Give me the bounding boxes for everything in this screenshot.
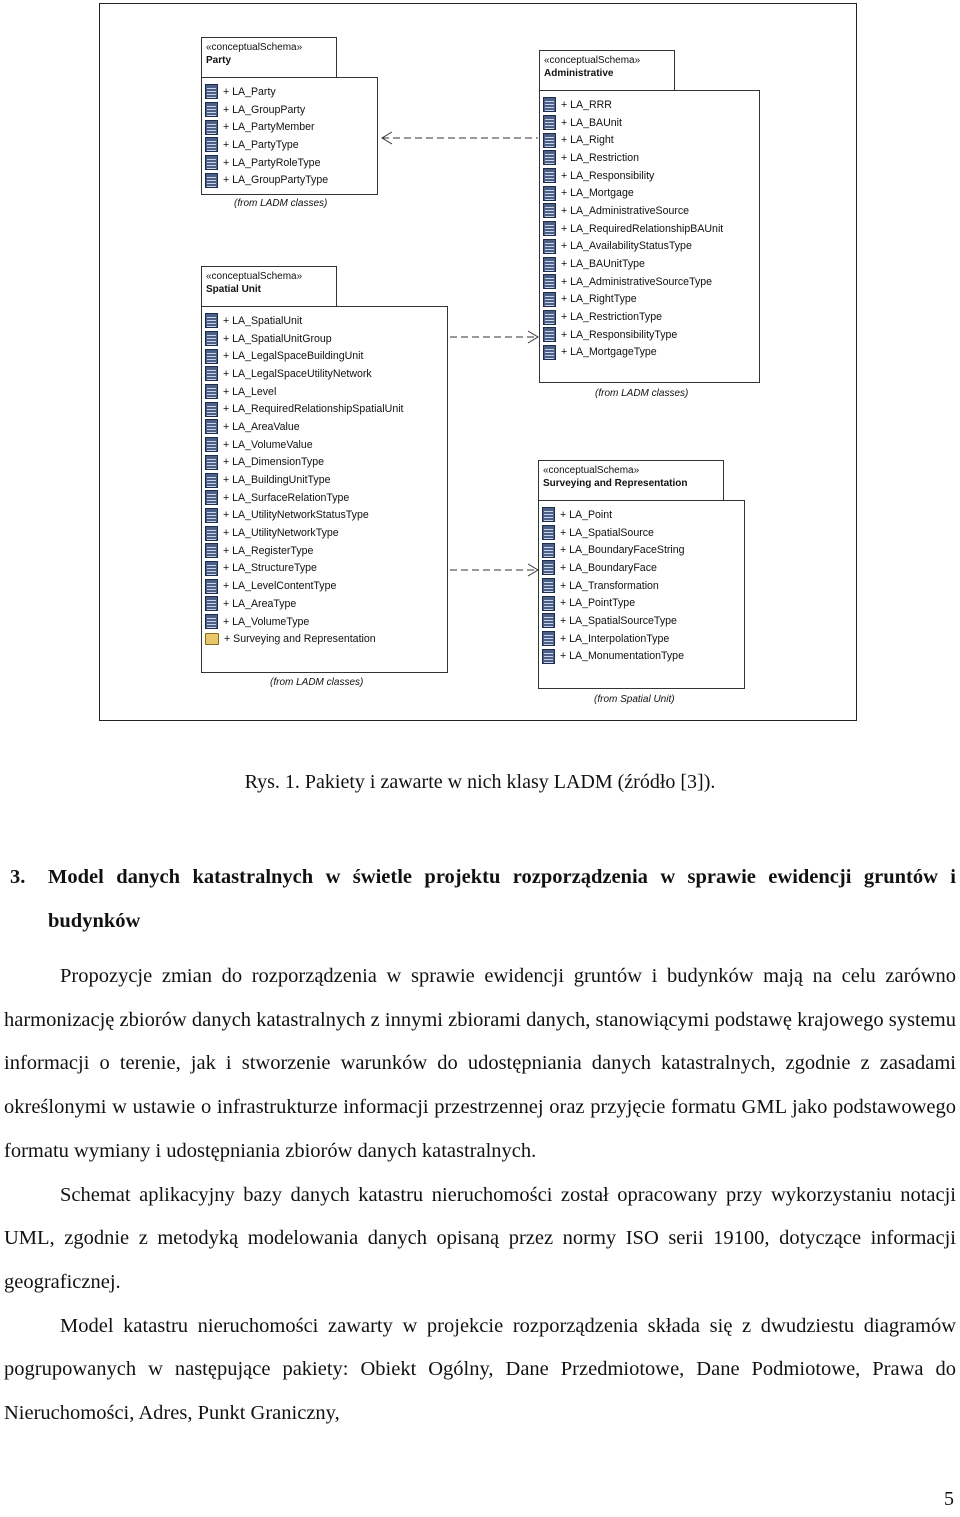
class-item [543,273,759,291]
package-name: Party [206,55,232,66]
class-item [542,648,744,666]
class-item [205,118,377,136]
class-icon [543,274,556,289]
class-item [543,308,759,326]
class-item [205,630,447,648]
class-item [205,136,377,154]
paragraph: Propozycje zmian do rozporządzenia w sprawie ewidencji gruntów i budynków mają na celu zarówno harmonizację zbiorów danych katastralnych z innymi zbiorami danych, stanowiącymi podstawę krajowego systemu informacji o terenie, jak i stworzenie warunków do udostępniania danych katastralnych, zgodnie z zasadami określonymi w ustawie o infrastrukturze informacji przestrzennej oraz przyjęcie formatu GML jako podstawowego formatu wymiany i udostępniania zbiorów danych katastralnych. [4,965,956,1162]
class-name: + LA_BoundaryFaceString [560,544,685,557]
class-icon [542,578,555,593]
class-item [205,436,447,454]
class-name: + LA_PartyMember [223,121,315,134]
source-note: (from Spatial Unit) [594,694,675,705]
class-item [543,202,759,220]
class-item [205,471,447,489]
class-name: + LA_RegisterType [223,544,314,557]
class-name: + LA_MonumentationType [560,650,684,663]
class-icon [205,137,218,152]
class-name: + LA_DimensionType [223,456,324,469]
class-icon [542,525,555,540]
class-item [205,383,447,401]
class-name: + LA_Party [223,85,276,98]
class-item [205,171,377,189]
class-icon [205,331,218,346]
class-name: + LA_Point [560,508,613,521]
class-name: + LA_RestrictionType [561,311,662,324]
class-item [542,612,744,630]
class-name: + LA_AreaValue [223,420,300,433]
class-name: + LA_RequiredRelationshipSpatialUnit [223,403,404,416]
class-icon [205,84,218,99]
class-icon [543,292,556,307]
class-item [542,577,744,595]
section-title: Model danych katastralnych w świetle projektu rozporządzenia w sprawie ewidencji gruntów i budynków [48,866,956,932]
class-name: + LA_PointType [560,597,636,610]
class-icon [205,614,218,629]
class-icon [543,168,556,183]
class-item [543,131,759,149]
class-name: + LA_MortgageType [561,346,657,359]
class-icon [543,133,556,148]
page-number: 5 [944,1488,954,1510]
class-icon [205,155,218,170]
class-item [543,238,759,256]
class-name: + LA_PartyRoleType [223,156,321,169]
class-icon [542,543,555,558]
class-icon [543,150,556,165]
class-name: + LA_VolumeValue [223,438,313,451]
class-name: + LA_BoundaryFace [560,561,657,574]
package-name: Spatial Unit [206,284,262,295]
package-folder-icon [205,633,219,645]
package-stereotype: «conceptualSchema» [206,42,303,53]
class-item [543,96,759,114]
class-name: + LA_BAUnit [561,116,622,129]
paragraph: Model katastru nieruchomości zawarty w projekcie rozporządzenia składa się z dwudziestu diagramów pogrupowanych w następujące pakiety: Obiekt Ogólny, Dane Przedmiotowe, Dane Podmiotowe, Prawa do Nieruchomości, Adres, Punkt Graniczny, [4,1314,956,1425]
class-icon [542,596,555,611]
class-item [543,344,759,362]
class-icon [543,97,556,112]
class-item [205,542,447,560]
class-item [205,418,447,436]
class-item [205,154,377,172]
class-name: + LA_RequiredRelationshipBAUnit [561,222,724,235]
class-item [205,524,447,542]
source-note: (from LADM classes) [270,677,364,688]
class-icon [205,384,218,399]
class-item [205,560,447,578]
package-stereotype: «conceptualSchema» [544,55,641,66]
class-name: + LA_VolumeType [223,615,310,628]
class-icon [205,490,218,505]
ladm-package-diagram [99,3,857,721]
class-name: + LA_AvailabilityStatusType [561,240,692,253]
class-name: + LA_PartyType [223,138,299,151]
class-name: + LA_LegalSpaceUtilityNetwork [223,367,372,380]
class-icon [205,313,218,328]
class-item [543,149,759,167]
class-list [542,506,744,665]
class-item [543,184,759,202]
class-item [205,489,447,507]
class-name: + LA_Level [223,385,277,398]
class-name: + LA_LegalSpaceBuildingUnit [223,350,364,363]
class-name: + LA_AreaType [223,597,297,610]
class-item [542,594,744,612]
class-list [543,96,759,361]
class-name: + LA_UtilityNetworkStatusType [223,509,369,522]
class-icon [205,543,218,558]
body-text [4,955,956,1436]
class-icon [543,345,556,360]
class-name: + LA_SpatialUnit [223,314,303,327]
class-icon [205,120,218,135]
class-name: + LA_BuildingUnitType [223,474,331,487]
class-name: + LA_RRR [561,98,612,111]
class-item [205,101,377,119]
class-item [205,595,447,613]
class-icon [543,115,556,130]
class-name: + LA_RightType [561,293,637,306]
class-name: + Surveying and Representation [224,633,376,646]
class-name: + LA_GroupPartyType [223,174,329,187]
class-icon [205,366,218,381]
class-icon [205,102,218,117]
class-list [205,312,447,648]
section-heading [10,855,956,943]
class-item [542,506,744,524]
class-icon [543,239,556,254]
class-icon [205,526,218,541]
class-icon [542,507,555,522]
class-name: + LA_Right [561,134,614,147]
class-name: + LA_GroupParty [223,103,306,116]
class-name: + LA_SurfaceRelationType [223,491,350,504]
class-name: + LA_AdministrativeSourceType [561,275,713,288]
class-item [205,507,447,525]
class-name: + LA_LevelContentType [223,580,337,593]
class-name: + LA_InterpolationType [560,632,670,645]
class-item [205,577,447,595]
class-name: + LA_UtilityNetworkType [223,527,339,540]
class-item [205,365,447,383]
package-name: Administrative [544,68,614,79]
class-icon [542,649,555,664]
class-item [205,312,447,330]
class-item [205,347,447,365]
class-name: + LA_SpatialSourceType [560,614,677,627]
class-icon [543,327,556,342]
class-item [543,326,759,344]
class-icon [205,173,218,188]
class-list [205,83,377,189]
class-item [543,167,759,185]
source-note: (from LADM classes) [234,198,328,209]
class-item [205,613,447,631]
class-item [205,400,447,418]
class-name: + LA_Transformation [560,579,659,592]
section-number: 3. [10,866,26,888]
class-item [543,114,759,132]
class-name: + LA_SpatialUnitGroup [223,332,332,345]
class-icon [205,455,218,470]
package-stereotype: «conceptualSchema» [206,271,303,282]
class-name: + LA_AdministrativeSource [561,204,690,217]
class-item [205,454,447,472]
class-item [542,541,744,559]
class-icon [543,186,556,201]
class-icon [542,631,555,646]
class-icon [205,419,218,434]
class-item [543,220,759,238]
class-icon [205,437,218,452]
package-stereotype: «conceptualSchema» [543,465,640,476]
class-item [542,524,744,542]
class-name: + LA_Restriction [561,151,640,164]
class-name: + LA_SpatialSource [560,526,654,539]
class-item [543,291,759,309]
class-icon [543,203,556,218]
class-item [542,559,744,577]
class-icon [205,349,218,364]
paragraph: Schemat aplikacyjny bazy danych katastru nieruchomości został opracowany przy wykorzystaniu notacji UML, zgodnie z metodyką modelowania danych opisaną przez normy ISO serii 19100, dotyczące informacji geograficznej. [4,1183,956,1293]
package-name: Surveying and Representation [543,478,688,489]
class-icon [205,508,218,523]
class-icon [543,221,556,236]
class-icon [543,310,556,325]
class-icon [205,561,218,576]
class-name: + LA_StructureType [223,562,317,575]
class-item [543,255,759,273]
class-name: + LA_BAUnitType [561,258,645,271]
figure-caption: Rys. 1. Pakiety i zawarte w nich klasy LADM (źródło [3]). [244,771,716,793]
class-item [205,83,377,101]
class-icon [542,613,555,628]
class-item [205,330,447,348]
class-item [542,630,744,648]
class-icon [542,560,555,575]
class-name: + LA_Responsibility [561,169,655,182]
class-icon [205,402,218,417]
class-icon [205,579,218,594]
class-icon [205,596,218,611]
source-note: (from LADM classes) [595,388,689,399]
class-name: + LA_Mortgage [561,187,634,200]
class-icon [205,473,218,488]
class-name: + LA_ResponsibilityType [561,328,678,341]
class-icon [543,257,556,272]
